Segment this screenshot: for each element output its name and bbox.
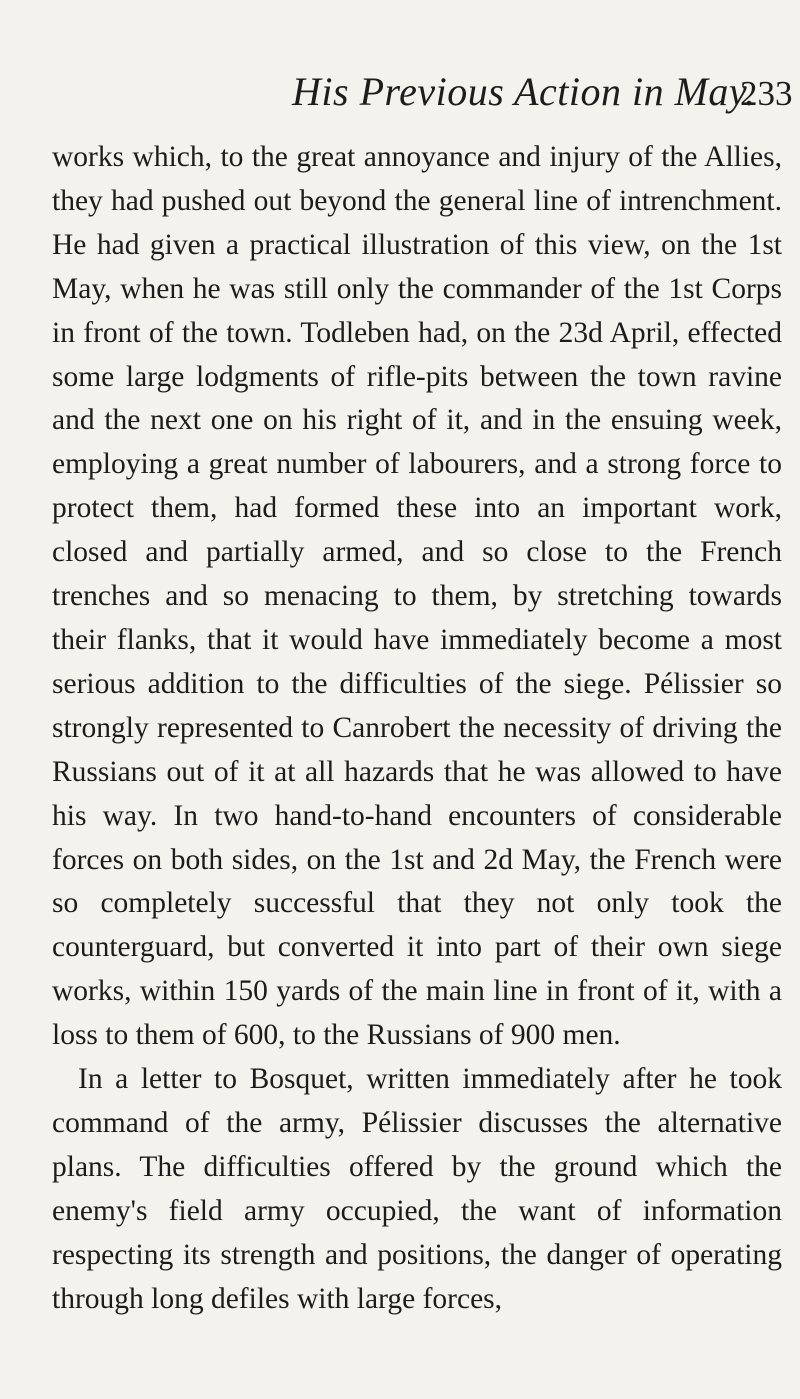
page-number: 233 xyxy=(740,74,793,113)
running-head-title: His Previous Action in May. xyxy=(292,69,756,114)
body-text xyxy=(52,136,782,1321)
paragraph-continued: works which, to the great annoyance and injury of the Allies, they had pushed out beyond the general line of intrenchment. He had given a practical illustration of this view, on the 1st May, when he was still only the commander of the 1st Corps in front of the town. Todleben had, on the 23d April, effected some large lodgments of rifle-pits between the town ravine and the next one on his right of it, and in the ensuing week, employing a great number of labourers, and a strong force to protect them, had formed these into an important work, closed and partially armed, and so close to the French trenches and so menacing to them, by stretching towards their flanks, that it would have immediately become a most serious addition to the difficulties of the siege. Pélissier so strongly represented to Canrobert the necessity of driving the Russians out of it at all hazards that he was allowed to have his way. In two hand-to-hand encounters of considerable forces on both sides, on the 1st and 2d May, the French were so completely successful that they not only took the counterguard, but converted it into part of their own siege works, within 150 yards of the main line in front of it, with a loss to them of 600, to the Russians of 900 men. xyxy=(52,141,782,1052)
paragraph-bosquet-letter: In a letter to Bosquet, written immediately after he took command of the army, Pélissier discusses the alternative plans. The difficulties offered by the ground which the enemy's field army occupied, the want of information respecting its strength and positions, the danger of operating through long defiles with large forces, xyxy=(52,1063,782,1315)
